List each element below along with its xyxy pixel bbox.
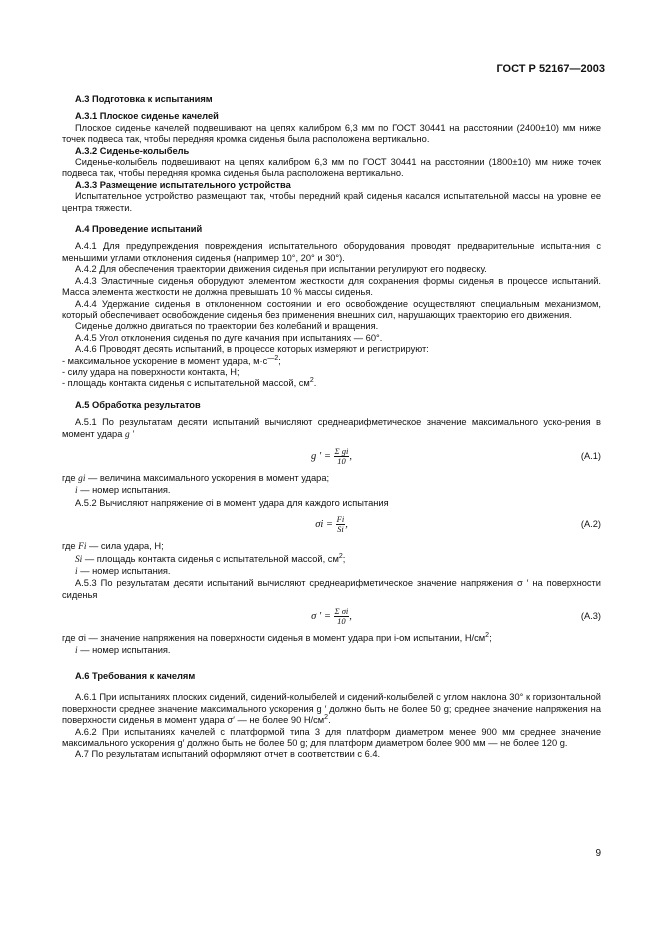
section-a6-title: А.6 Требования к качелям bbox=[75, 671, 196, 682]
where-clause: где gi — величина максимального ускорения в момент удара; bbox=[62, 472, 330, 484]
paragraph-a44-note: Сиденье должно двигаться по траектории без колебаний и вращения. bbox=[75, 321, 379, 332]
paragraph-a46: А.4.6 Проводят десять испытаний, в процессе которых измеряют и регистрируют: bbox=[75, 344, 429, 355]
paragraph-a44: А.4.4 Удержание сиденья в отклоненном состоянии и его освобождение осуществляют специальным механизмом, который обеспечивает освобождение сиденья без применения внешних сил, нарушающих траекторию его движения. bbox=[62, 298, 601, 320]
paragraph-a52: А.5.2 Вычисляют напряжение σi в момент удара для каждого испытания bbox=[75, 497, 389, 508]
paragraph-a7: А.7 По результатам испытаний оформляют отчет в соответствии с 6.4. bbox=[75, 749, 381, 760]
section-a3-title: А.3 Подготовка к испытаниям bbox=[75, 94, 213, 104]
formula-number: (А.3) bbox=[580, 611, 601, 622]
paragraph-a51: А.5.1 По результатам десяти испытаний вычисляют среднеарифметическое значение максимального уско-рения в момент удара g ′ bbox=[62, 417, 601, 440]
subsection-a31-text: Плоское сиденье качелей подвешивают на цепях калибром 6,3 мм по ГОСТ 30441 на расстоянии (2400±10) мм ниже точек подвеса так, чтобы передняя кромка сиденья была расположена вертикально. bbox=[62, 122, 601, 145]
document-body bbox=[62, 94, 601, 761]
subsection-a31-title: А.3.1 Плоское сиденье качелей bbox=[75, 111, 219, 122]
formula-number: (А.2) bbox=[580, 519, 601, 530]
where-clause: Si — площадь контакта сиденья с испытательной массой, $см^2$; bbox=[75, 552, 346, 565]
subsection-a32-title: А.3.2 Сиденье-колыбель bbox=[75, 145, 190, 156]
where-clause: i — номер испытания. bbox=[75, 566, 171, 577]
subsection-a33-title: А.3.3 Размещение испытательного устройства bbox=[75, 179, 291, 190]
where-clause: где Fi — сила удара, Н; bbox=[62, 541, 164, 553]
formula-number: (А.1) bbox=[580, 450, 601, 461]
list-item: - площадь контакта сиденья с испытательной массой, $см^2$. bbox=[62, 377, 317, 389]
paragraph-a45: А.4.5 Угол отклонения сиденья по дуге качания при испытаниях — 60°. bbox=[75, 332, 383, 343]
section-a4-title: А.4 Проведение испытаний bbox=[75, 224, 203, 235]
subsection-a32-text: Сиденье-колыбель подвешивают на цепях калибром 6,3 мм по ГОСТ 30441 на расстоянии (1800±10) мм ниже точек подвеса так, чтобы передняя кромка сиденья была расположена вертикально. bbox=[62, 157, 601, 179]
where-clause: i — номер испытания. bbox=[75, 644, 171, 656]
standard-code: ГОСТ Р 52167—2003 bbox=[496, 63, 605, 75]
where-clause: где σi — значение напряжения на поверхности сиденья в момент удара при i-ом испытании, $Н/см^2$; bbox=[62, 632, 492, 644]
section-a5-title: А.5 Обработка результатов bbox=[75, 399, 201, 410]
paragraph-a53: А.5.3 По результатам десяти испытаний вычисляют среднеарифметическое значение напряжения σ ′ на поверхности сиденья bbox=[62, 578, 601, 600]
formula-a3: σ ′ = $\frac{\text{Σ σi}}{10}$ , (А.3) bbox=[311, 606, 601, 627]
subsection-a33-text: Испытательное устройство размещают так, чтобы передний край сиденья касался испытательной массы на уровне ее центра тяжести. bbox=[62, 191, 601, 213]
page-number: 9 bbox=[595, 848, 601, 859]
where-clause: i — номер испытания. bbox=[75, 485, 171, 497]
list-item: - силу удара на поверхности контакта, Н; bbox=[62, 366, 240, 377]
paragraph-a61: А.6.1 При испытаниях плоских сидений, сидений-колыбелей и сидений-колыбелей с углом наклона 30° к горизонтальной поверхности среднее значение максимального ускорения g ′ должно быть не более 50 g; среднее значение напряжения на поверхности сиденья в момент удара σ′ — не более 90 $Н/см^2$. bbox=[62, 692, 601, 726]
paragraph-a62: А.6.2 При испытаниях качелей с платформой типа 3 для платформ диаметром менее 900 мм среднее значение максимального ускорения g′ должно быть не более 50 g; для платформ диаметром более 900 мм — не более 120 g. bbox=[62, 726, 601, 749]
formula-a1: g ′ = $\frac{\text{Σ gi}}{10}$ , (А.1) bbox=[311, 445, 601, 466]
list-item: - максимальное ускорение в момент удара, $м\cdot с^{—2}$; bbox=[62, 354, 281, 366]
paragraph-a42: А.4.2 Для обеспечения траектории движения сиденья при испытании регулируют его подвеску. bbox=[75, 264, 487, 275]
paragraph-a41: А.4.1 Для предупреждения повреждения испытательного оборудования проводят предварительные испыта-ния с меньшими углами отклонения сиденья (например 10°, 20° и 30°). bbox=[62, 241, 601, 263]
formula-a2: σi = $\frac{Fi}{Si}$ , (А.2) bbox=[315, 514, 601, 535]
paragraph-a43: А.4.3 Эластичные сиденья оборудуют элементом жесткости для сохранения формы сиденья в процессе испытаний. Масса элемента жесткости не должна превышать 10 % массы сиденья. bbox=[62, 275, 601, 298]
